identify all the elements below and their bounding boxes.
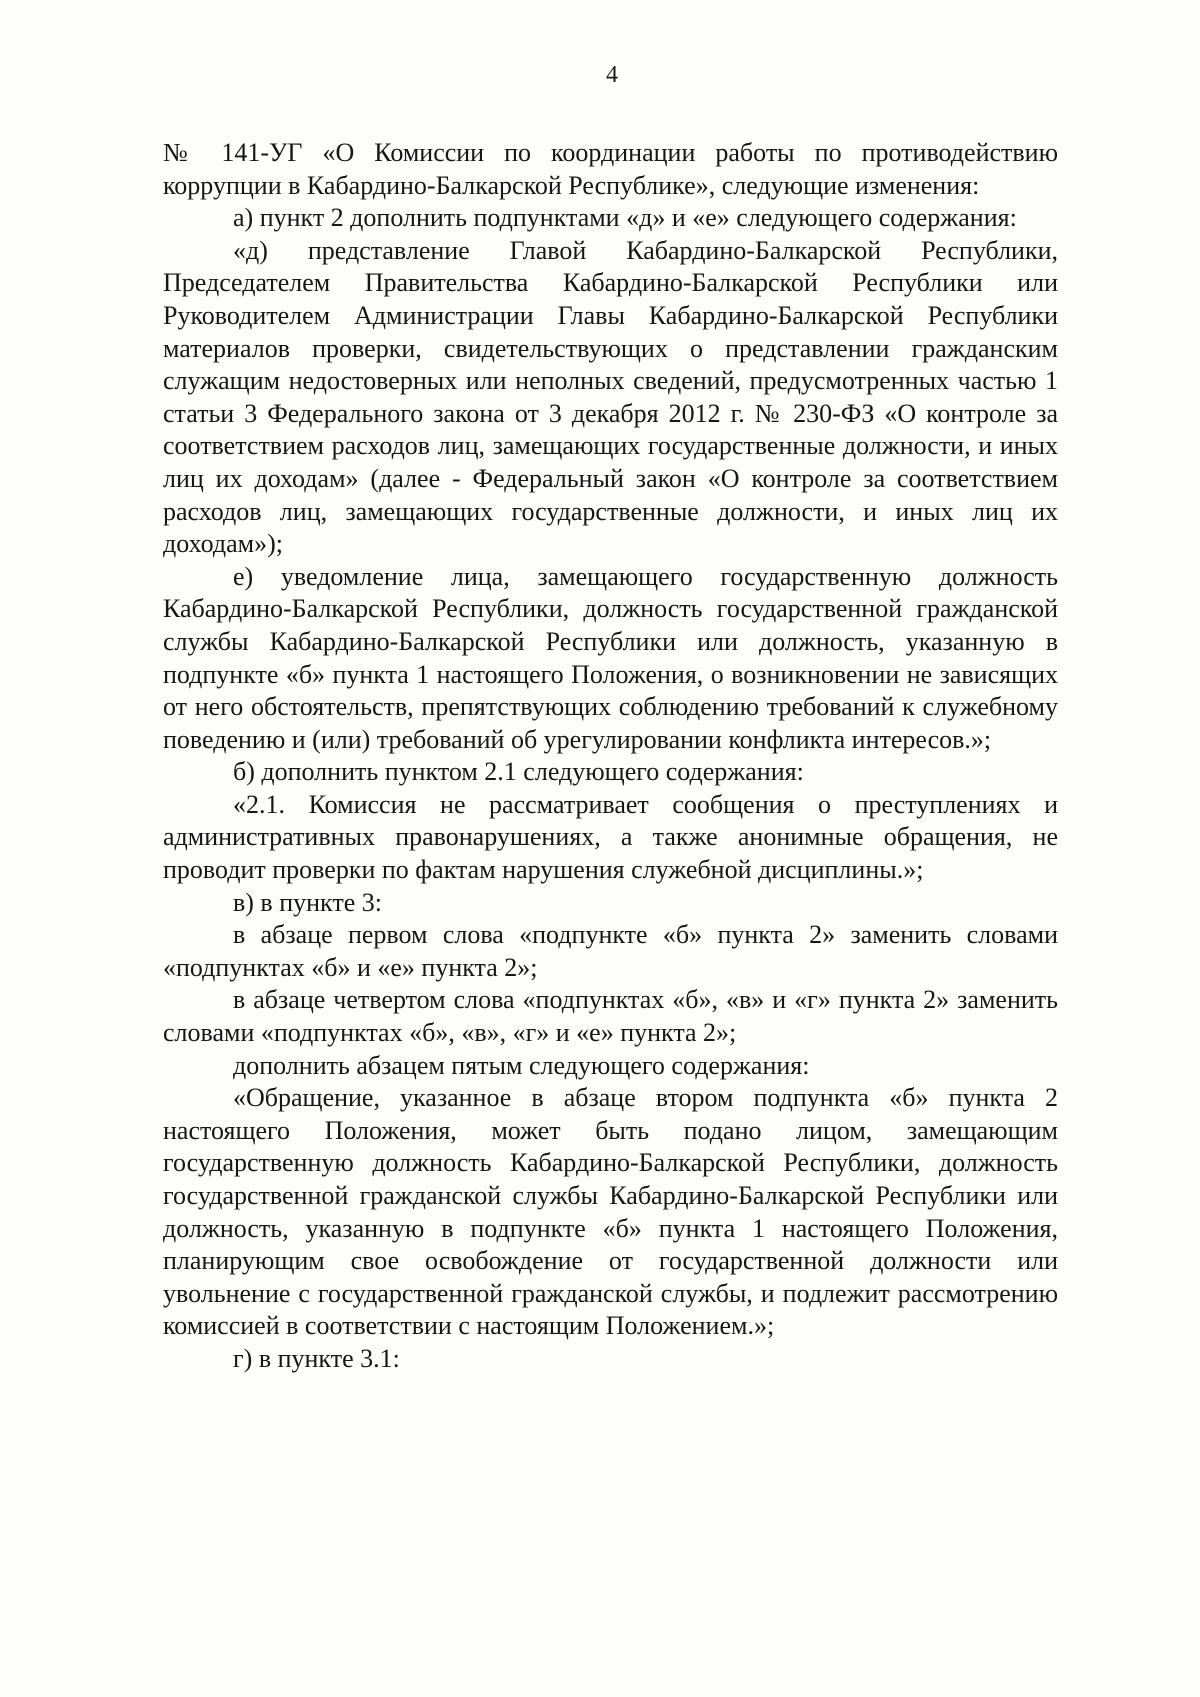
paragraph-item-b: б) дополнить пунктом 2.1 следующего содержания: [233,757,804,787]
paragraph-item-g: г) в пункте 3.1: [233,1343,400,1373]
paragraph-first-abzac: в абзаце первом слова «подпункте «б» пункта 2» заменить словами «подпунктах «б» и «е» пункта 2»; [163,920,1058,982]
document-body [163,137,1058,1376]
paragraph-clause-2-1: «2.1. Комиссия не рассматривает сообщения о преступлениях и административных правонарушениях, а также анонимные обращения, не проводит проверки по фактам нарушения служебной дисциплины.»; [163,789,1058,885]
paragraph-item-a: а) пункт 2 дополнить подпунктами «д» и «е» следующего содержания: [233,203,1017,233]
paragraph-appeal-text: «Обращение, указанное в абзаце втором подпункта «б» пункта 2 настоящего Положения, может быть подано лицом, замещающим государственную должность Кабардино-Балкарской Республики, должность государственной гражданской службы Кабардино-Балкарской Республики или должность, указанную в подпункте «б» пункта 1 настоящего Положения, планирующим свое освобождение от государственной должности или увольнение с государственной гражданской службы, и подлежит рассмотрению комиссией в соответствии с настоящим Положением.»; [163,1083,1058,1341]
paragraph-subitem-d: «д) представление Главой Кабардино-Балкарской Республики, Председателем Правительства Кабардино-Балкарской Республики или Руководителем Администрации Главы Кабардино-Балкарской Республики материалов проверки, свидетельствующих о представлении гражданским служащим недостоверных или неполных сведений, предусмотренных частью 1 статьи 3 Федерального закона от 3 декабря 2012 г. № 230-ФЗ «О контроле за соответствием расходов лиц, замещающих государственные должности, и иных лиц их доходам» (далее - Федеральный закон «О контроле за соответствием расходов лиц, замещающих государственные должности, и иных лиц их доходам»); [163,235,1058,559]
paragraph-continuation: № 141-УГ «О Комиссии по координации работы по противодействию коррупции в Кабардино-Балкарской Республике», следующие изменения: [163,138,1058,200]
paragraph-add-fifth-abzac: дополнить абзацем пятым следующего содержания: [233,1050,810,1080]
paragraph-fourth-abzac: в абзаце четвертом слова «подпунктах «б», «в» и «г» пункта 2» заменить словами «подпунктах «б», «в», «г» и «е» пункта 2»; [163,985,1058,1048]
page-number: 4 [606,62,618,88]
paragraph-item-v: в) в пункте 3: [233,887,382,917]
paragraph-subitem-e: е) уведомление лица, замещающего государственную должность Кабардино-Балкарской Республики, должность государственной гражданской службы Кабардино-Балкарской Республики или должность, указанную в подпункте «б» пункта 1 настоящего Положения, о возникновении не зависящих от него обстоятельств, препятствующих соблюдению требований к служебному поведению и (или) требований об урегулировании конфликта интересов.»; [163,561,1058,754]
